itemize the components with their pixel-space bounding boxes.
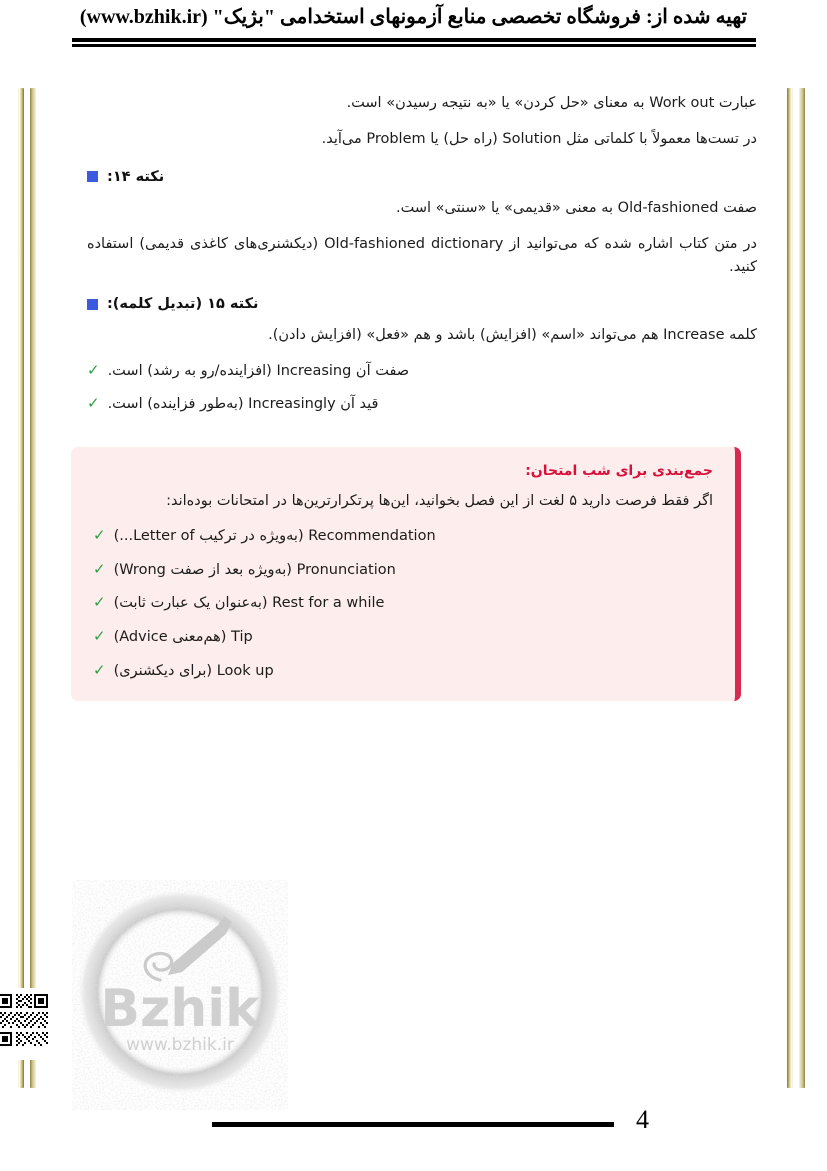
list-item-label: Look up (برای دیکشنری) [113, 662, 274, 679]
note-15-heading [87, 296, 757, 312]
list-item-label: صفت آن Increasing (افزاینده/رو به رشد) است. [107, 362, 410, 379]
list-item-label: Recommendation (به‌ویژه در ترکیب Letter of...) [113, 527, 436, 544]
header-rule-lower [72, 44, 756, 47]
qr-code-graphic [0, 988, 56, 1060]
check-icon: ✓ [93, 627, 106, 645]
paragraph-workout-usage: در تست‌ها معمولاً با کلماتی مثل Solution (راه حل) یا Problem می‌آید. [321, 131, 757, 148]
paragraph-oldfashioned-dictionary: در متن کتاب اشاره شده که می‌توانید از Old-fashioned dictionary (دیکشنری‌های کاغذی قدیمی) استفاده کنید. [87, 236, 757, 275]
list-item-label: قید آن Increasingly (به‌طور فزاینده) است. [107, 395, 379, 412]
list-item-label: Rest for a while (به‌عنوان یک عبارت ثابت) [113, 595, 385, 612]
watermark-brand-text: Bzhik [100, 979, 260, 1039]
header-banner-text: تهیه شده از: فروشگاه تخصصی منابع آزمونهای استخدامی "بژیک" (www.bzhik.ir) [79, 6, 748, 28]
paragraph-workout-meaning: عبارت Work out به معنای «حل کردن» یا «به نتیجه رسیدن» است. [346, 95, 757, 111]
check-icon: ✓ [93, 525, 106, 544]
footer-rule [212, 1122, 614, 1127]
check-icon: ✓ [93, 559, 106, 578]
list-item [93, 593, 713, 615]
page-header [0, 0, 827, 62]
square-bullet-icon [87, 299, 98, 310]
qr-code [0, 988, 56, 1060]
list-item [93, 526, 713, 548]
list-item-label: Tip (هم‌معنی Advice) [113, 629, 253, 645]
check-icon: ✓ [93, 660, 106, 679]
watermark-url-text: www.bzhik.ir [126, 1035, 234, 1055]
check-icon: ✓ [87, 360, 100, 379]
check-icon: ✓ [87, 393, 100, 412]
summary-title: جمع‌بندی برای شب امتحان: [525, 463, 713, 479]
list-item [93, 661, 713, 683]
watermark-graphic [72, 880, 288, 1110]
note-14-heading-label: نکته ۱۴: [107, 168, 165, 185]
page-number: 4 [636, 1105, 649, 1134]
note-14-heading [87, 169, 757, 185]
note-15-heading-label: نکته ۱۵ (تبدیل کلمه): [107, 296, 259, 313]
decorative-bar-inner-left [30, 88, 36, 1088]
list-item-label: Pronunciation (به‌ویژه بعد از صفت Wrong) [113, 561, 396, 578]
list-item [93, 627, 713, 649]
list-item [87, 361, 757, 383]
paragraph-oldfashioned-meaning: صفت Old-fashioned به معنی «قدیمی» یا «سنتی» است. [395, 199, 757, 216]
summary-intro-text: اگر فقط فرصت دارید ۵ لغت از این فصل بخوانید، این‌ها پرتکرارترین‌ها در امتحانات بوده‌اند: [166, 493, 713, 509]
decorative-bar-outer-right [787, 88, 793, 1088]
check-icon: ✓ [93, 593, 106, 612]
decorative-border-right [787, 88, 809, 1088]
paragraph-increase-forms: کلمه Increase هم می‌تواند «اسم» (افزایش) باشد و هم «فعل» (افزایش دادن). [268, 327, 757, 344]
list-item [93, 560, 713, 582]
exam-summary-callout [71, 447, 741, 701]
decorative-bar-inner-right [799, 88, 805, 1088]
main-content [87, 92, 757, 426]
decorative-bar-outer-left [18, 88, 24, 1088]
decorative-border-left [18, 88, 40, 1088]
bzhik-watermark [72, 880, 288, 1110]
header-double-rule [72, 38, 756, 47]
list-item [87, 394, 757, 416]
square-bullet-icon [87, 171, 98, 182]
